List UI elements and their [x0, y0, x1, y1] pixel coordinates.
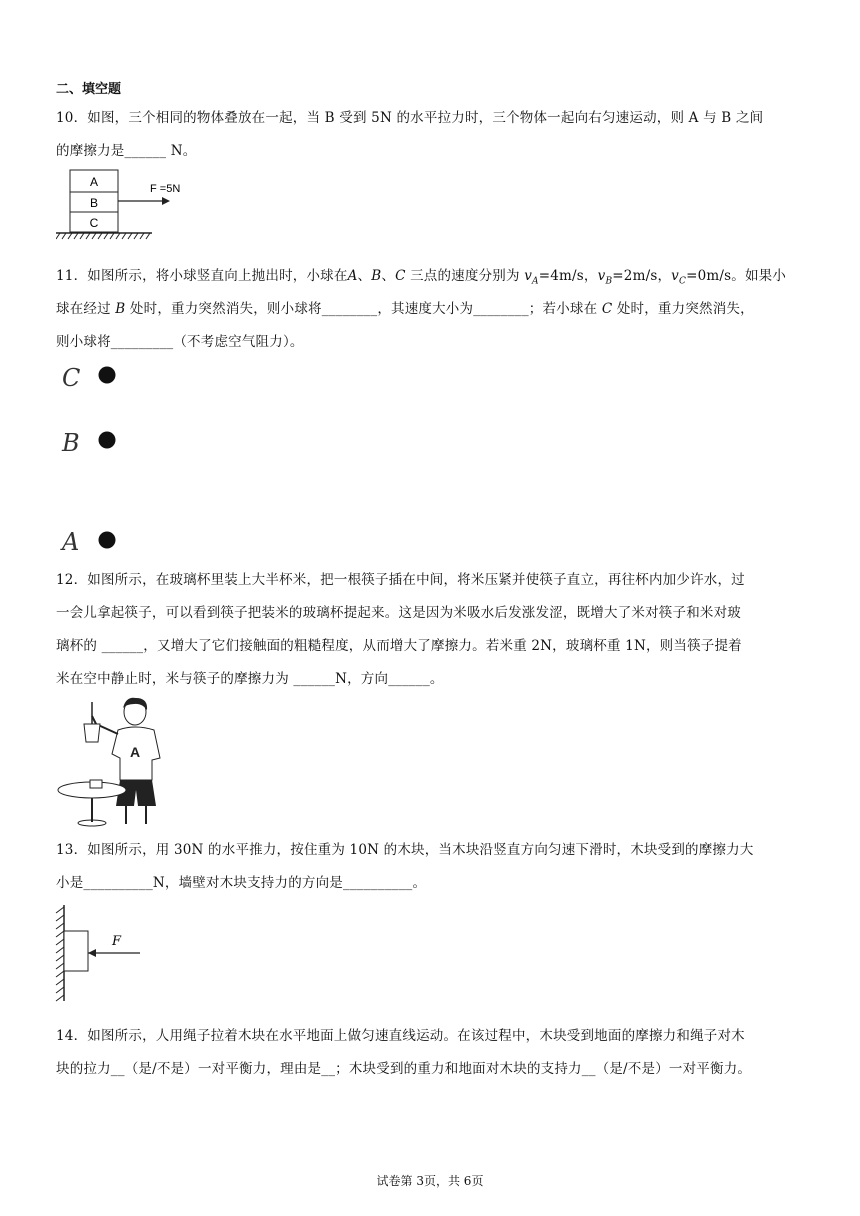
point-c: C — [395, 268, 406, 284]
arrow-head-icon — [88, 949, 96, 957]
q14-line-1: 14．如图所示，人用绳子拉着木块在水平地面上做匀速直线运动。在该过程中，木块受到地面的摩擦力和绳子对木 — [56, 1028, 745, 1044]
velocity-symbol: v — [671, 268, 679, 284]
velocity-a-value: =4m/s， — [538, 268, 598, 284]
sep: 、 — [381, 268, 396, 284]
velocity-symbol: v — [597, 268, 606, 284]
block-c-label: C — [89, 216, 99, 230]
label-c: C — [62, 364, 81, 392]
q12-line-1: 12．如图所示，在玻璃杯里装上大半杯米，把一根筷子插在中间，将米压紧并使筷子直立，再往杯内加少许水，过 — [56, 572, 745, 588]
label-b: B — [62, 429, 80, 457]
q11-ball-positions-figure — [56, 358, 136, 558]
ball-a — [99, 532, 116, 549]
q11-text: 处时，重力突然消失， — [612, 301, 754, 317]
q11-line-2 — [56, 297, 754, 317]
wooden-block — [64, 931, 88, 971]
velocity-symbol: v — [524, 268, 533, 284]
subscript-c: C — [678, 276, 687, 287]
velocity-c-value: =0m/s。如果小 — [686, 268, 787, 284]
ball-b — [99, 432, 116, 449]
q14-line-2: 块的拉力__（是/不是）一对平衡力，理由是__；木块受到的重力和地面对木块的支持力__（是/不是）一对平衡力。 — [56, 1061, 752, 1077]
q13-wall-block-figure — [50, 903, 150, 1005]
q12-line-4: 米在空中静止时，米与筷子的摩擦力为 ______N，方向______。 — [56, 671, 444, 687]
point-b: B — [371, 268, 382, 284]
subscript-b: B — [605, 276, 613, 287]
force-label: F — [112, 934, 122, 949]
q11-text: 11．如图所示，将小球竖直向上抛出时，小球在 — [56, 268, 348, 284]
q13-line-2: 小是__________N，墙壁对木块支持力的方向是__________。 — [56, 875, 427, 891]
q13-line-1: 13．如图所示，用 30N 的水平推力，按住重为 10N 的木块，当木块沿竖直方向匀速下滑时，木块受到的摩擦力大 — [56, 842, 754, 858]
point-c: C — [601, 301, 613, 317]
block-b-label: B — [89, 196, 99, 210]
q10-line-2: 的摩擦力是______ N。 — [56, 143, 197, 159]
point-a: A — [347, 268, 358, 284]
arrow-head-icon — [162, 197, 170, 205]
page-footer: 试卷第 3页，共 6页 — [376, 1174, 484, 1188]
force-label: F =5N — [150, 183, 181, 195]
q11-text: 三点的速度分别为 — [405, 268, 525, 284]
q12-line-3: 璃杯的 ______，又增大了它们接触面的粗糙程度，从而增大了摩擦力。若米重 2N，玻璃杯重 1N，则当筷子提着 — [56, 638, 742, 654]
q11-text: 处时，重力突然消失，则小球将________，其速度大小为________；若小球在 — [125, 301, 602, 317]
rice-bowl — [90, 780, 102, 788]
q10-force-arrow — [118, 176, 198, 212]
q12-boy-lifting-cup-illustration — [56, 694, 186, 828]
q10-line-1: 10．如图，三个相同的物体叠放在一起，当 B 受到 5N 的水平拉力时，三个物体一起向右匀速运动，则 A 与 B 之间 — [56, 110, 764, 126]
wall-hatching — [56, 907, 64, 1001]
ground-hatching — [56, 233, 150, 239]
subscript-a: A — [532, 276, 539, 287]
q12-line-2: 一会儿拿起筷子，可以看到筷子把装米的玻璃杯提起来。这是因为米吸水后发涨发涩，既增大了米对筷子和米对玻 — [56, 605, 741, 621]
velocity-b-value: =2m/s， — [612, 268, 672, 284]
section-title: 二、填空题 — [56, 82, 122, 97]
q11-line-3: 则小球将_________（不考虑空气阻力）。 — [56, 334, 304, 350]
label-a: A — [62, 528, 80, 556]
point-b: B — [115, 301, 126, 317]
shirt-logo: A — [130, 744, 141, 760]
q11-text: 球在经过 — [56, 301, 116, 317]
glass-cup — [84, 724, 100, 742]
sep: 、 — [357, 268, 372, 284]
ball-c — [99, 367, 116, 384]
q11-line-1 — [56, 264, 786, 287]
block-a-label: A — [89, 175, 99, 189]
